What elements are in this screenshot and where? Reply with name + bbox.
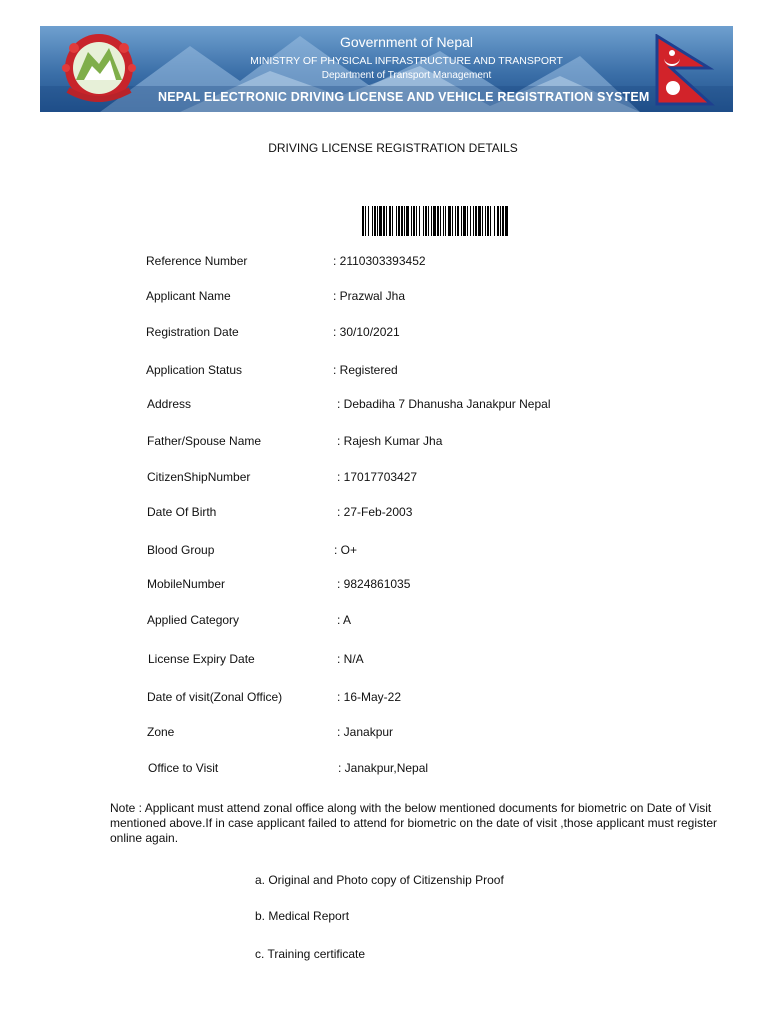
- field-value: : 2110303393452: [333, 254, 426, 268]
- field-value: : 30/10/2021: [333, 325, 400, 339]
- field-value: : Janakpur,Nepal: [338, 761, 429, 775]
- field-value: : Janakpur: [337, 725, 394, 739]
- required-document-item: a. Original and Photo copy of Citizenship Proof: [255, 873, 504, 887]
- field-label: Date of visit(Zonal Office): [147, 690, 283, 704]
- field-label: Zone: [147, 725, 175, 739]
- field-label: Blood Group: [147, 543, 215, 557]
- header-banner: [40, 26, 733, 112]
- field-label: Application Status: [146, 363, 243, 377]
- field-value: : Registered: [333, 363, 398, 377]
- field-value: : Rajesh Kumar Jha: [337, 434, 443, 448]
- field-value: : 17017703427: [337, 470, 418, 484]
- field-label: Address: [147, 397, 192, 411]
- system-name: NEPAL ELECTRONIC DRIVING LICENSE AND VEHICLE REGISTRATION SYSTEM: [158, 90, 650, 104]
- field-label: Applied Category: [147, 613, 240, 627]
- field-label: License Expiry Date: [148, 652, 255, 666]
- field-label: Registration Date: [146, 325, 239, 339]
- field-label: MobileNumber: [147, 577, 226, 591]
- field-value: : 27-Feb-2003: [337, 505, 413, 519]
- barcode-image: [362, 206, 638, 236]
- field-label: CitizenShipNumber: [147, 470, 251, 484]
- field-label: Office to Visit: [148, 761, 219, 775]
- field-value: : O+: [334, 543, 358, 557]
- field-label: Applicant Name: [146, 289, 231, 303]
- field-value: : N/A: [337, 652, 364, 666]
- field-value: : Prazwal Jha: [333, 289, 406, 303]
- field-value: : 9824861035: [337, 577, 411, 591]
- department-name: Department of Transport Management: [321, 70, 492, 81]
- note-paragraph: Note : Applicant must attend zonal office along with the below mentioned documents for biometric on Date of Visit mentioned above.If in case applicant failed to attend for biometric on the date of visit ,those applicant must register online again.: [110, 801, 718, 845]
- required-document-item: b. Medical Report: [255, 909, 350, 923]
- field-label: Father/Spouse Name: [147, 434, 262, 448]
- government-title: Government of Nepal: [339, 34, 474, 50]
- required-document-item: c. Training certificate: [255, 947, 366, 961]
- document-title: DRIVING LICENSE REGISTRATION DETAILS: [268, 141, 518, 155]
- field-value: : Debadiha 7 Dhanusha Janakpur Nepal: [337, 397, 551, 411]
- nepal-flag-icon: [653, 34, 717, 106]
- field-value: : A: [337, 613, 352, 627]
- field-label: Date Of Birth: [147, 505, 217, 519]
- field-label: Reference Number: [146, 254, 248, 268]
- ministry-name: MINISTRY OF PHYSICAL INFRASTRUCTURE AND TRANSPORT: [250, 55, 563, 67]
- field-value: : 16-May-22: [337, 690, 402, 704]
